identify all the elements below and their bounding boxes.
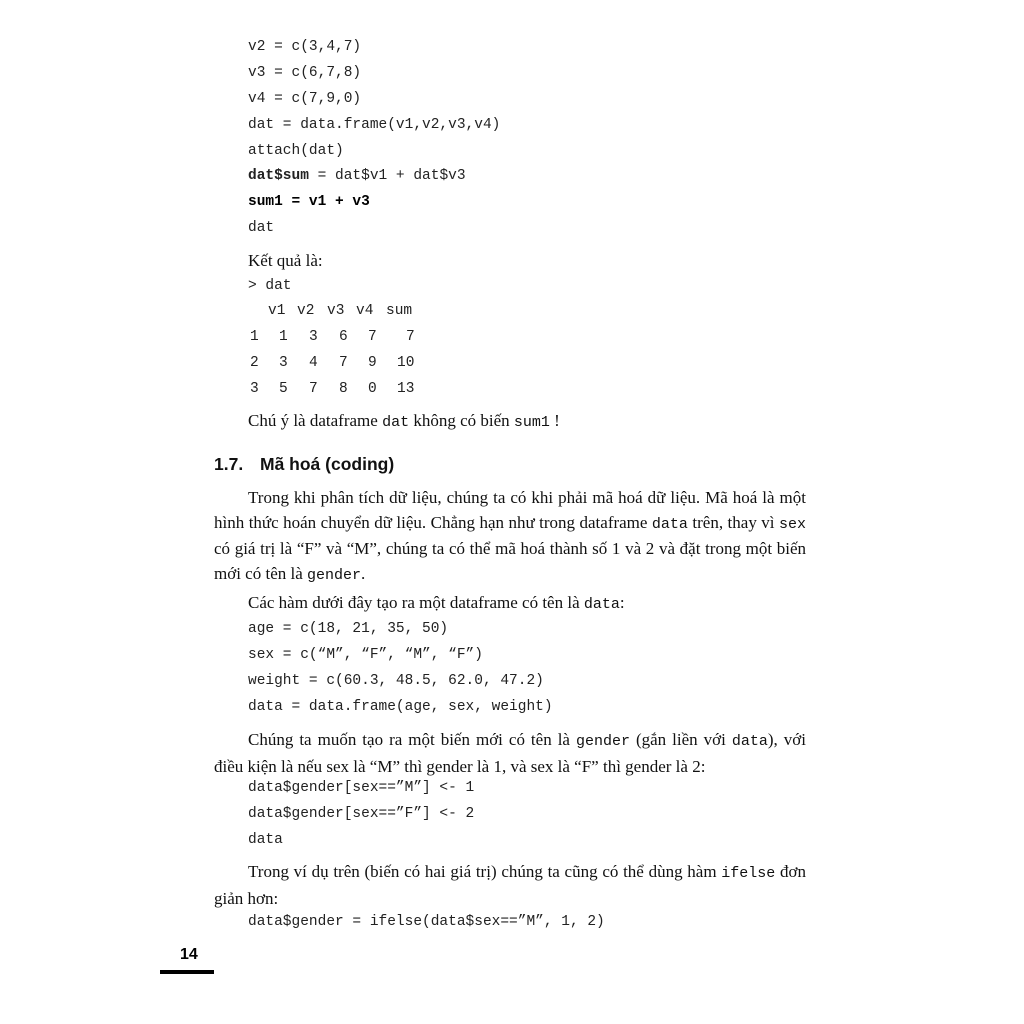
code-line: data = data.frame(age, sex, weight)	[248, 699, 553, 715]
note-text: Chú ý là dataframe	[248, 411, 383, 430]
para-text: ), với điều kiện là nếu sex là “M” thì gender là 1, và sex là “F” thì gender là 2:	[214, 730, 806, 776]
table-cell: 13	[397, 381, 415, 397]
table-header: v1	[268, 303, 286, 319]
table-cell: 7	[309, 381, 318, 397]
note-text: không có biến	[409, 411, 514, 430]
table-cell: 10	[397, 355, 415, 371]
table-header: v3	[327, 303, 345, 319]
code-line: dat	[248, 220, 275, 236]
section-heading	[214, 454, 394, 475]
table-cell: 3	[309, 329, 318, 345]
code-line: attach(dat)	[248, 143, 344, 159]
para-text: :	[619, 593, 625, 612]
para-text: (gắn liền với	[629, 730, 732, 749]
prompt-line: > dat	[248, 278, 292, 294]
inline-code: gender	[575, 733, 630, 750]
table-cell: 8	[339, 381, 348, 397]
table-cell: 2	[250, 355, 259, 371]
code-line: dat = data.frame(v1,v2,v3,v4)	[248, 117, 501, 133]
code-line: sex = c(“M”, “F”, “M”, “F”)	[248, 647, 483, 663]
table-cell: 0	[368, 381, 377, 397]
code-bold: dat$sum	[248, 168, 309, 184]
table-cell: 1	[279, 329, 288, 345]
inline-code: ifelse	[721, 865, 776, 882]
table-cell: 7	[406, 329, 415, 345]
para-text: có giá trị là “F” và “M”, chúng ta có thể mã hoá thành số 1 và 2 và đặt trong một biến mới có tên là	[214, 539, 806, 583]
inline-code: data	[583, 596, 620, 613]
code-line: data$gender[sex==”M”] <- 1	[248, 780, 475, 796]
para-text: trên, thay vì	[687, 512, 779, 532]
table-header: v4	[356, 303, 374, 319]
table-cell: 1	[250, 329, 259, 345]
code-line: weight = c(60.3, 48.5, 62.0, 47.2)	[248, 673, 544, 689]
code-line-sum1: sum1 = v1 + v3	[248, 194, 370, 210]
table-cell: 7	[368, 329, 377, 345]
para-text: Trong ví dụ trên (biến có hai giá trị) chúng ta cũng có thể dùng hàm	[248, 862, 722, 881]
paragraph	[214, 728, 806, 779]
para-text: Các hàm dưới đây tạo ra một dataframe có tên là	[248, 593, 584, 612]
table-header: sum	[386, 303, 413, 319]
table-cell: 7	[339, 355, 348, 371]
para-text: Trong khi phân tích dữ liệu, chúng ta có khi phải mã hoá dữ liệu. Mã hoá là một hình thức hoán chuyển dữ liệu. Chẳng hạn như trong dataframe	[214, 488, 806, 532]
code-line: v2 = c(3,4,7)	[248, 39, 362, 55]
inline-code: dat	[382, 414, 410, 431]
paragraph	[214, 486, 806, 588]
code-line: data	[248, 832, 283, 848]
inline-code: data	[651, 515, 688, 533]
para-text: đơn giản hơn:	[214, 862, 806, 908]
code-line: data$gender[sex==”F”] <- 2	[248, 806, 475, 822]
inline-code: sex	[778, 515, 806, 533]
note-line	[248, 410, 560, 434]
table-cell: 3	[250, 381, 259, 397]
code-line-sum	[248, 167, 466, 185]
para-text: .	[361, 563, 366, 583]
para-text: Chúng ta muốn tạo ra một biến mới có tên là	[248, 730, 576, 749]
table-cell: 3	[279, 355, 288, 371]
paragraph	[248, 592, 625, 616]
result-label: Kết quả là:	[248, 251, 323, 270]
inline-code: gender	[307, 566, 362, 584]
section-number: 1.7.	[214, 454, 244, 474]
table-cell: 4	[309, 355, 318, 371]
table-cell: 6	[339, 329, 348, 345]
page-number-rule	[160, 970, 214, 974]
table-cell: 9	[368, 355, 377, 371]
inline-code: data	[731, 733, 768, 750]
code-text: = dat$v1 + dat$v3	[308, 168, 466, 184]
code-line: age = c(18, 21, 35, 50)	[248, 621, 449, 637]
note-text: !	[549, 411, 560, 430]
code-line: v4 = c(7,9,0)	[248, 91, 362, 107]
page-number: 14	[180, 946, 198, 963]
table-cell: 5	[279, 381, 288, 397]
paragraph	[214, 860, 806, 911]
code-line: v3 = c(6,7,8)	[248, 65, 362, 81]
inline-code: sum1	[513, 414, 550, 431]
section-title: Mã hoá (coding)	[260, 454, 395, 474]
table-header: v2	[297, 303, 315, 319]
code-line: data$gender = ifelse(data$sex==”M”, 1, 2)	[248, 914, 605, 930]
